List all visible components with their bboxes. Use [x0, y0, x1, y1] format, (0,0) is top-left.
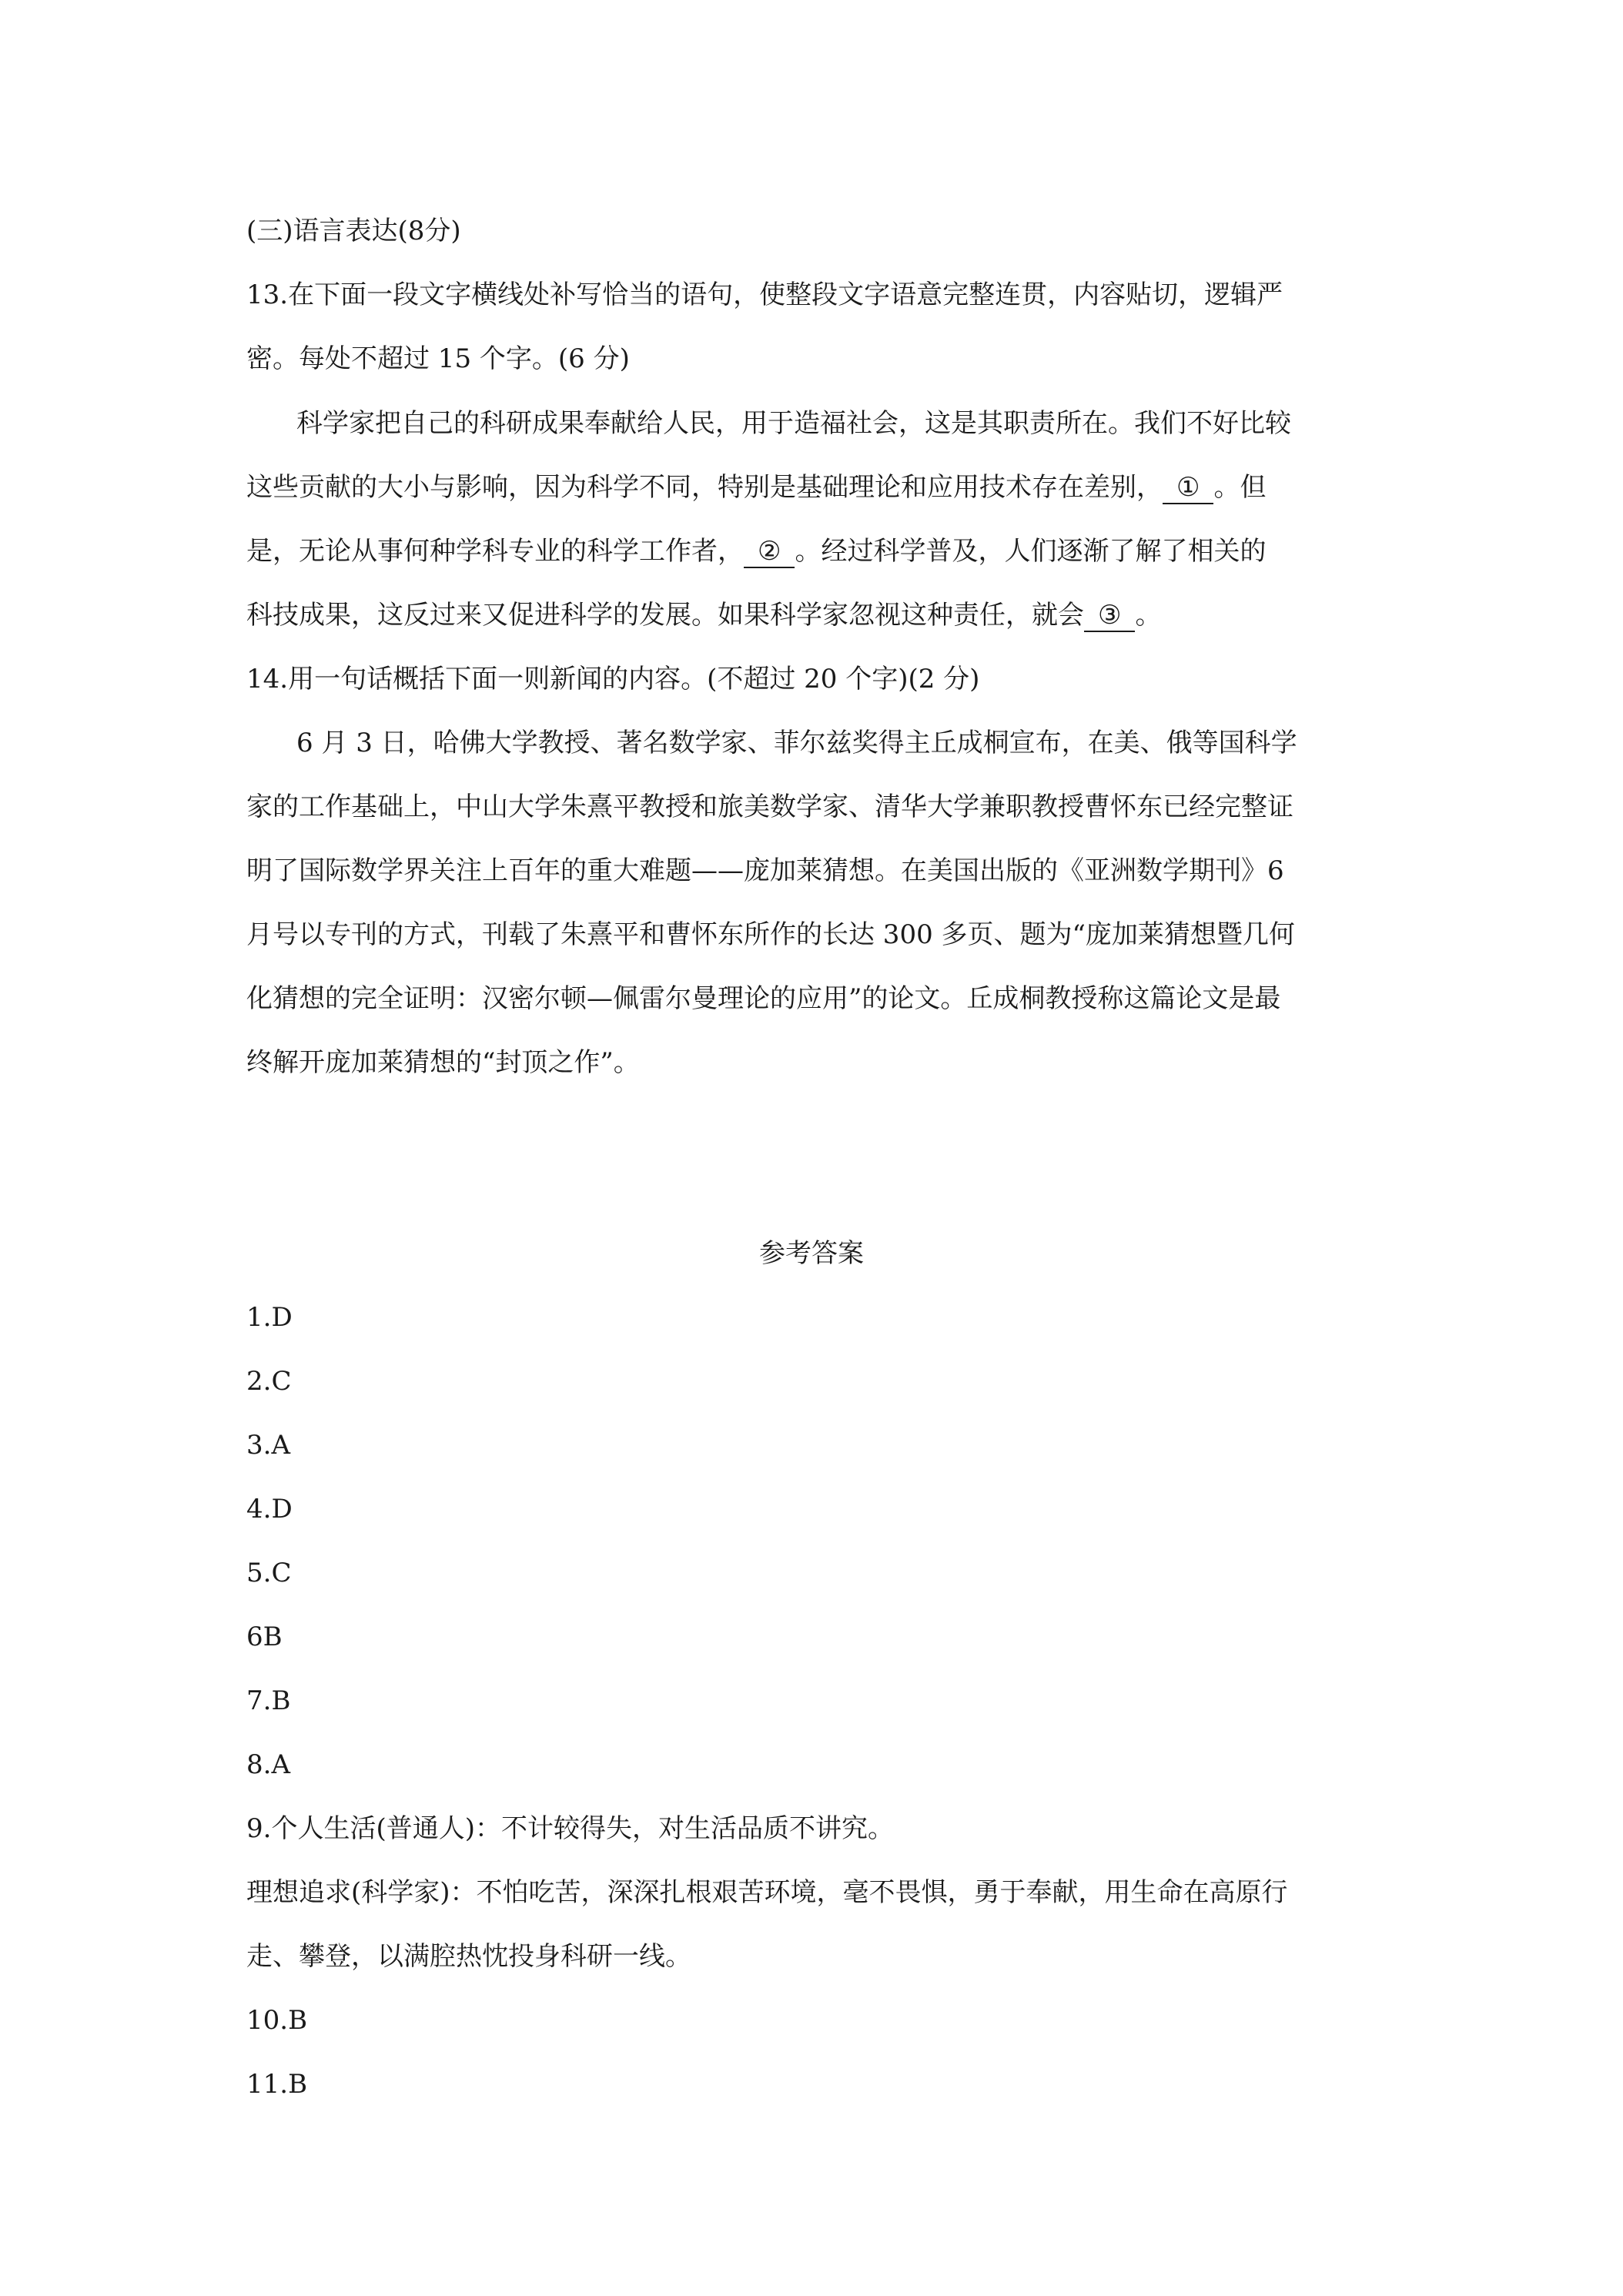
- answer-9-line3: 走、攀登，以满腔热忱投身科研一线。: [246, 1941, 691, 1972]
- answer-8: 8.A: [246, 1749, 290, 1780]
- q14-news-line1: 6 月 3 日，哈佛大学教授、著名数学家、菲尔兹奖得主丘成桐宣布，在美、俄等国科学: [296, 728, 1297, 758]
- q14-news-line4: 月号以专刊的方式，刊载了朱熹平和曹怀东所作的长达 300 多页、题为“庞加莱猜想暨几何: [246, 919, 1295, 950]
- blank-1[interactable]: ①: [1163, 472, 1213, 504]
- q13-p3-text: 是，无论从事何种学科专业的科学工作者，: [246, 536, 744, 567]
- q13-p3-tail: 。经过科学普及，人们逐渐了解了相关的: [795, 536, 1267, 567]
- answer-7: 7.B: [246, 1685, 291, 1716]
- q13-prompt-line1: 13.在下面一段文字横线处补写恰当的语句，使整段文字语意完整连贯，内容贴切，逻辑严: [246, 279, 1283, 310]
- q13-p2-text: 这些贡献的大小与影响，因为科学不同，特别是基础理论和应用技术存在差别，: [246, 472, 1163, 503]
- section-heading: (三)语言表达(8分): [246, 216, 461, 246]
- q14-news-line3: 明了国际数学界关注上百年的重大难题——庞加莱猜想。在美国出版的《亚洲数学期刊》6: [246, 855, 1284, 886]
- q13-paragraph-line2: [246, 466, 1266, 509]
- q13-p4-text: 科技成果，这反过来又促进科学的发展。如果科学家忽视这种责任，就会: [246, 600, 1084, 631]
- q13-paragraph-line1: 科学家把自己的科研成果奉献给人民，用于造福社会，这是其职责所在。我们不好比较: [296, 408, 1291, 439]
- q14-prompt: 14.用一句话概括下面一则新闻的内容。(不超过 20 个字)(2 分): [246, 664, 980, 694]
- answer-9-line1: 9.个人生活(普通人)：不计较得失，对生活品质不讲究。: [246, 1813, 894, 1844]
- q13-p4-tail: 。: [1135, 600, 1162, 631]
- answer-4: 4.D: [246, 1494, 293, 1525]
- q13-paragraph-line4: [246, 594, 1161, 637]
- answer-10: 10.B: [246, 2005, 308, 2036]
- answer-3: 3.A: [246, 1430, 290, 1461]
- blank-2[interactable]: ②: [744, 536, 795, 568]
- q14-news-line2: 家的工作基础上，中山大学朱熹平教授和旅美数学家、清华大学兼职教授曹怀东已经完整证: [246, 792, 1293, 822]
- answer-1: 1.D: [246, 1302, 293, 1333]
- q14-news-line6: 终解开庞加莱猜想的“封顶之作”。: [246, 1047, 640, 1078]
- blank-3[interactable]: ③: [1084, 600, 1135, 632]
- answer-9-line2: 理想追求(科学家)：不怕吃苦，深深扎根艰苦环境，毫不畏惧，勇于奉献，用生命在高原行: [246, 1877, 1288, 1908]
- answer-5: 5.C: [246, 1558, 292, 1588]
- answers-title: 参考答案: [759, 1238, 864, 1269]
- answer-2: 2.C: [246, 1366, 292, 1397]
- answer-6: 6B: [246, 1622, 283, 1652]
- answer-11: 11.B: [246, 2069, 308, 2100]
- q14-news-line5: 化猜想的完全证明：汉密尔顿—佩雷尔曼理论的应用”的论文。丘成桐教授称这篇论文是最: [246, 983, 1281, 1014]
- q13-p2-tail: 。但: [1213, 472, 1267, 503]
- q13-paragraph-line3: [246, 530, 1266, 573]
- q13-prompt-line2: 密。每处不超过 15 个字。(6 分): [246, 343, 630, 374]
